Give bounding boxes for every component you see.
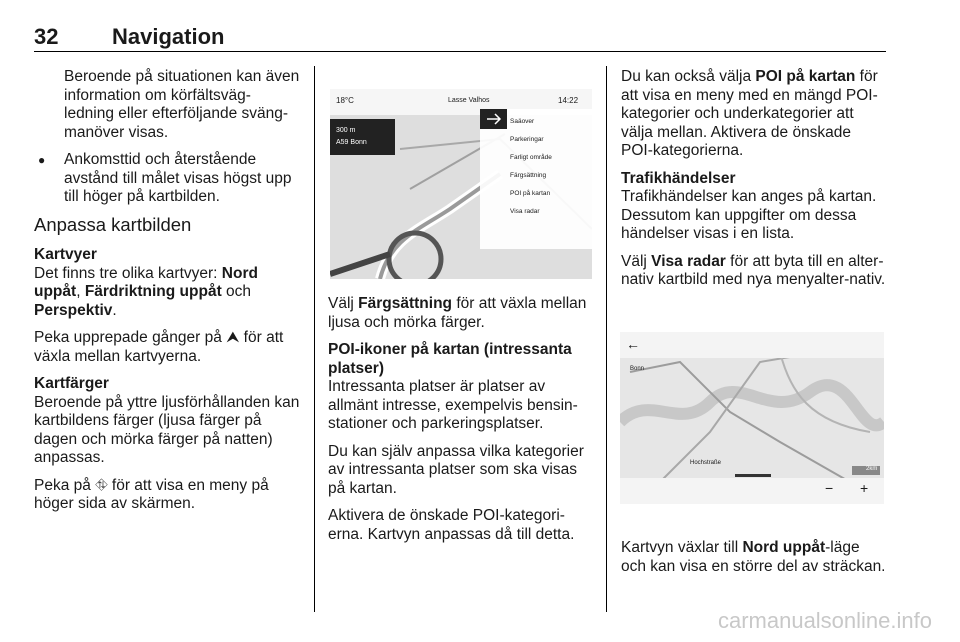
heading-poi: POI-ikoner på kartan (intressanta platser) [328, 341, 572, 377]
maneuver-distance: 300 m [336, 127, 356, 134]
radar-paragraph: Välj Visa radar för att byta till en alter-nativ kartbild med nya menyalter-nativ. [621, 252, 886, 288]
kartfarger-paragraph: Beroende på yttre ljusförhållanden kan kartbildens färger (ljusa färger på dagen och mörka färger på natten) anpassas. [34, 393, 300, 466]
section-title: Navigation [112, 24, 225, 49]
page-header [34, 24, 886, 52]
poi-paragraph-3: Aktivera de önskade POI-kategori-erna. Kartvyn anpassas då till detta. [328, 507, 575, 543]
column-divider-1 [314, 66, 315, 612]
radar-screenshot [620, 332, 884, 504]
scale-label: 2km [866, 466, 878, 472]
place-label-0: Bonn [630, 366, 645, 372]
intro-paragraph: Beroende på situationen kan även information om körfältsväg-ledning eller efterföljande sväng-manöver visas. [64, 68, 300, 141]
peka-paragraph: Peka upprepade gånger på ⮝ för att växla mellan kartvyerna. [34, 329, 284, 365]
bullet-arrival: ● Ankomsttid och återstående avstånd till målet visas högst upp till höger på kartbilden. [34, 151, 300, 207]
back-arrow-icon[interactable]: ← [626, 336, 640, 352]
menu-item-2[interactable]: Farligt område [510, 154, 552, 161]
heading-kartfarger: Kartfärger [34, 375, 109, 392]
page-number: 32 [34, 24, 59, 49]
meny-paragraph: Peka på ⛗ för att visa en meny på höger sida av skärmen. [34, 476, 269, 512]
column-3 [621, 68, 887, 299]
map-menu-icon: ⛗ [95, 476, 108, 494]
nord-paragraph: Kartvyn växlar till Nord uppåt-läge och kan visa en större del av sträckan. [621, 539, 886, 575]
traffic-paragraph: Trafikhändelser kan anges på kartan. Dessutom kan uppgifter om dessa händelser visas i en lista. [621, 188, 877, 242]
radar-map-graphic [620, 332, 884, 504]
arrow-up-icon: ⮝ [226, 329, 240, 346]
menu-item-4[interactable]: POI på kartan [510, 190, 551, 197]
poi-paragraph-2: Du kan själv anpassa vilka kategorier av intressanta platser som ska visas på kartan. [328, 442, 584, 497]
site-footer: carmanualsonline.info [717, 608, 932, 633]
maneuver-road: A59 Bonn [336, 139, 367, 146]
fargsattning-paragraph: Välj Färgsättning för att växla mellan ljusa och mörka färger. [328, 295, 587, 331]
column-3-bottom [621, 539, 887, 585]
poi-menu-paragraph: Du kan också välja POI på kartan för att visa en meny med en mängd POI-kategorier och underkategorier att välja mellan. Aktivera de önskade POI-kategorierna. [621, 68, 878, 159]
menu-item-3[interactable]: Färgsättning [510, 172, 547, 179]
column-1 [34, 68, 300, 523]
navigation-screenshot [330, 89, 592, 279]
temperature: 18°C [336, 96, 354, 105]
menu-item-1[interactable]: Parkeringar [510, 136, 544, 143]
map-options-menu [510, 113, 590, 221]
place-label-1: Hochstraße [690, 460, 722, 466]
kartvyer-paragraph: Det finns tre olika kartvyer: Nord uppåt, Färdriktning uppåt och Perspektiv. [34, 264, 258, 319]
menu-item-5[interactable]: Visa radar [510, 208, 540, 215]
poi-paragraph-1: Intressanta platser är platser av allmänt intresse, exempelvis bensin-stationer och parkeringsplatser. [328, 378, 578, 432]
column-2 [328, 295, 594, 553]
destination-label: Lasse Valhos [448, 97, 490, 104]
heading-traffic: Trafikhändelser [621, 169, 736, 187]
zoom-out-button[interactable]: − [825, 480, 834, 496]
zoom-in-button[interactable]: + [860, 480, 869, 496]
clock: 14:22 [558, 96, 579, 105]
column-divider-2 [606, 66, 607, 612]
menu-item-0[interactable]: Saäover [510, 118, 535, 125]
heading-kartvyer: Kartvyer [34, 246, 97, 263]
heading-anpassa: Anpassa kartbilden [34, 213, 192, 235]
